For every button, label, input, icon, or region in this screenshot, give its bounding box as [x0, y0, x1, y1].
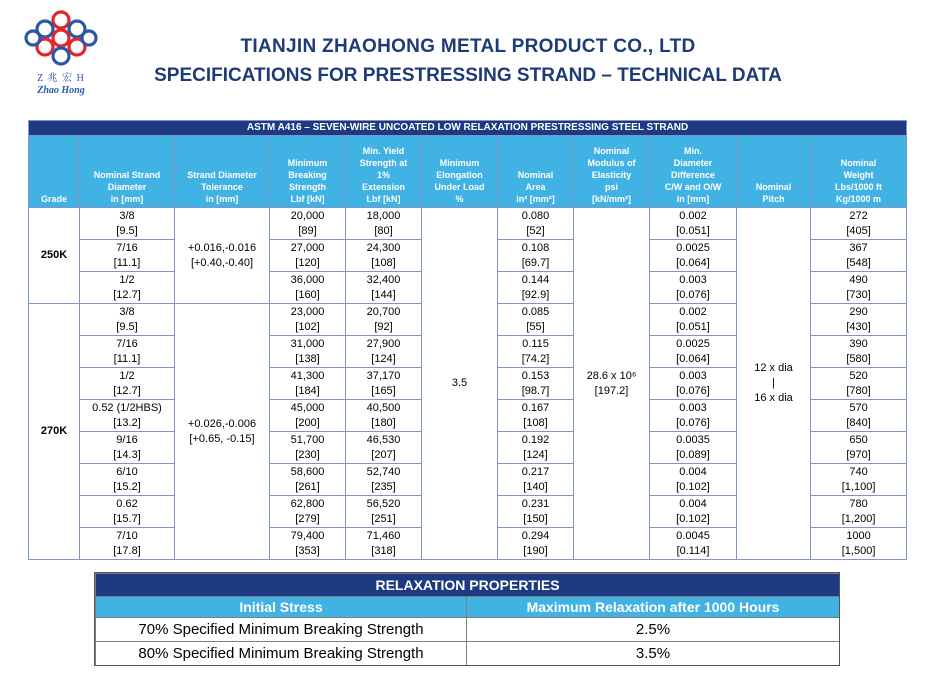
diameter-difference-cell: 0.0025 [0.064]	[650, 336, 737, 368]
diameter-difference-cell: 0.002 [0.051]	[650, 304, 737, 336]
yield-strength-cell: 52,740 [235]	[346, 464, 422, 496]
header-pitch: Nominal Pitch	[737, 136, 811, 208]
diameter-difference-cell: 0.002 [0.051]	[650, 208, 737, 240]
strand-diameter-cell: 3/8 [9.5]	[80, 304, 175, 336]
weight-cell: 740 [1,100]	[811, 464, 907, 496]
table-row	[29, 208, 907, 240]
diameter-difference-cell: 0.004 [0.102]	[650, 496, 737, 528]
relaxation-value: 3.5%	[467, 642, 840, 666]
table-row	[96, 618, 840, 642]
strand-diameter-cell: 0.62 [15.7]	[80, 496, 175, 528]
strand-diameter-cell: 7/16 [11.1]	[80, 240, 175, 272]
page-title: SPECIFICATIONS FOR PRESTRESSING STRAND – TECHNICAL DATA	[154, 65, 782, 86]
diameter-difference-cell: 0.003 [0.076]	[650, 368, 737, 400]
strand-diameter-cell: 6/10 [15.2]	[80, 464, 175, 496]
header-tolerance: Strand Diameter Tolerance in [mm]	[175, 136, 270, 208]
weight-cell: 367 [548]	[811, 240, 907, 272]
weight-cell: 1000 [1,500]	[811, 528, 907, 560]
header-diameter-difference: Min. Diameter Difference C/W and O/W in [mm]	[650, 136, 737, 208]
area-cell: 0.115 [74.2]	[498, 336, 574, 368]
header-grade: Grade	[29, 136, 80, 208]
area-cell: 0.085 [55]	[498, 304, 574, 336]
logo-text-cn: Z 兆 宏 H	[37, 73, 85, 84]
breaking-strength-cell: 45,000 [200]	[270, 400, 346, 432]
header-area: Nominal Area in² [mm²]	[498, 136, 574, 208]
weight-cell: 490 [730]	[811, 272, 907, 304]
relaxation-stress: 70% Specified Minimum Breaking Strength	[96, 618, 467, 642]
weight-cell: 570 [840]	[811, 400, 907, 432]
header-diameter: Nominal Strand Diameter in [mm]	[80, 136, 175, 208]
elongation-cell: 3.5	[422, 208, 498, 560]
yield-strength-cell: 24,300 [108]	[346, 240, 422, 272]
area-cell: 0.153 [98.7]	[498, 368, 574, 400]
strand-diameter-cell: 1/2 [12.7]	[80, 368, 175, 400]
spec-table	[28, 120, 907, 560]
modulus-cell: 28.6 x 10⁶ [197.2]	[574, 208, 650, 560]
weight-cell: 780 [1,200]	[811, 496, 907, 528]
area-cell: 0.167 [108]	[498, 400, 574, 432]
weight-cell: 390 [580]	[811, 336, 907, 368]
strand-diameter-cell: 3/8 [9.5]	[80, 208, 175, 240]
grade-cell: 270K	[29, 304, 80, 560]
strand-diameter-cell: 1/2 [12.7]	[80, 272, 175, 304]
diameter-difference-cell: 0.0025 [0.064]	[650, 240, 737, 272]
relaxation-value: 2.5%	[467, 618, 840, 642]
yield-strength-cell: 27,900 [124]	[346, 336, 422, 368]
yield-strength-cell: 40,500 [180]	[346, 400, 422, 432]
breaking-strength-cell: 20,000 [89]	[270, 208, 346, 240]
breaking-strength-cell: 23,000 [102]	[270, 304, 346, 336]
area-cell: 0.080 [52]	[498, 208, 574, 240]
relaxation-stress: 80% Specified Minimum Breaking Strength	[96, 642, 467, 666]
yield-strength-cell: 32,400 [144]	[346, 272, 422, 304]
weight-cell: 520 [780]	[811, 368, 907, 400]
diameter-difference-cell: 0.003 [0.076]	[650, 400, 737, 432]
diameter-difference-cell: 0.0045 [0.114]	[650, 528, 737, 560]
header-yield: Min. Yield Strength at 1% Extension Lbf [kN]	[346, 136, 422, 208]
weight-cell: 650 [970]	[811, 432, 907, 464]
area-cell: 0.231 [150]	[498, 496, 574, 528]
area-cell: 0.192 [124]	[498, 432, 574, 464]
tolerance-cell: +0.016,-0.016 [+0.40,-0.40]	[175, 208, 270, 304]
diameter-difference-cell: 0.0035 [0.089]	[650, 432, 737, 464]
yield-strength-cell: 20,700 [92]	[346, 304, 422, 336]
strand-diameter-cell: 7/10 [17.8]	[80, 528, 175, 560]
breaking-strength-cell: 79,400 [353]	[270, 528, 346, 560]
header-modulus: Nominal Modulus of Elasticity psi [kN/mm²]	[574, 136, 650, 208]
pitch-cell: 12 x dia | 16 x dia	[737, 208, 811, 560]
strand-diameter-cell: 9/16 [14.3]	[80, 432, 175, 464]
grade-cell: 250K	[29, 208, 80, 304]
header-weight: Nominal Weight Lbs/1000 ft Kg/1000 m	[811, 136, 907, 208]
area-cell: 0.144 [92.9]	[498, 272, 574, 304]
breaking-strength-cell: 31,000 [138]	[270, 336, 346, 368]
yield-strength-cell: 46,530 [207]	[346, 432, 422, 464]
yield-strength-cell: 56,520 [251]	[346, 496, 422, 528]
company-name: TIANJIN ZHAOHONG METAL PRODUCT CO., LTD	[240, 36, 696, 57]
relaxation-caption: RELAXATION PROPERTIES	[96, 574, 840, 597]
yield-strength-cell: 18,000 [80]	[346, 208, 422, 240]
relaxation-header-max: Maximum Relaxation after 1000 Hours	[467, 597, 840, 618]
breaking-strength-cell: 62,800 [279]	[270, 496, 346, 528]
strand-diameter-cell: 7/16 [11.1]	[80, 336, 175, 368]
area-cell: 0.217 [140]	[498, 464, 574, 496]
relaxation-header-stress: Initial Stress	[96, 597, 467, 618]
diameter-difference-cell: 0.003 [0.076]	[650, 272, 737, 304]
spec-table-caption: ASTM A416 – SEVEN-WIRE UNCOATED LOW RELAXATION PRESTRESSING STEEL STRAND	[29, 121, 907, 136]
breaking-strength-cell: 41,300 [184]	[270, 368, 346, 400]
weight-cell: 290 [430]	[811, 304, 907, 336]
tolerance-cell: +0.026,-0.006 [+0.65, -0.15]	[175, 304, 270, 560]
yield-strength-cell: 37,170 [165]	[346, 368, 422, 400]
breaking-strength-cell: 36,000 [160]	[270, 272, 346, 304]
breaking-strength-cell: 51,700 [230]	[270, 432, 346, 464]
header-elongation: Minimum Elongation Under Load %	[422, 136, 498, 208]
breaking-strength-cell: 27,000 [120]	[270, 240, 346, 272]
table-row	[96, 642, 840, 666]
relaxation-table	[95, 573, 840, 666]
breaking-strength-cell: 58,600 [261]	[270, 464, 346, 496]
diameter-difference-cell: 0.004 [0.102]	[650, 464, 737, 496]
spec-table-header	[29, 136, 907, 208]
header-breaking: Minimum Breaking Strength Lbf [kN]	[270, 136, 346, 208]
logo-text-en: Zhao Hong	[37, 85, 85, 96]
strand-diameter-cell: 0.52 (1/2HBS) [13.2]	[80, 400, 175, 432]
area-cell: 0.294 [190]	[498, 528, 574, 560]
area-cell: 0.108 [69.7]	[498, 240, 574, 272]
yield-strength-cell: 71,460 [318]	[346, 528, 422, 560]
weight-cell: 272 [405]	[811, 208, 907, 240]
